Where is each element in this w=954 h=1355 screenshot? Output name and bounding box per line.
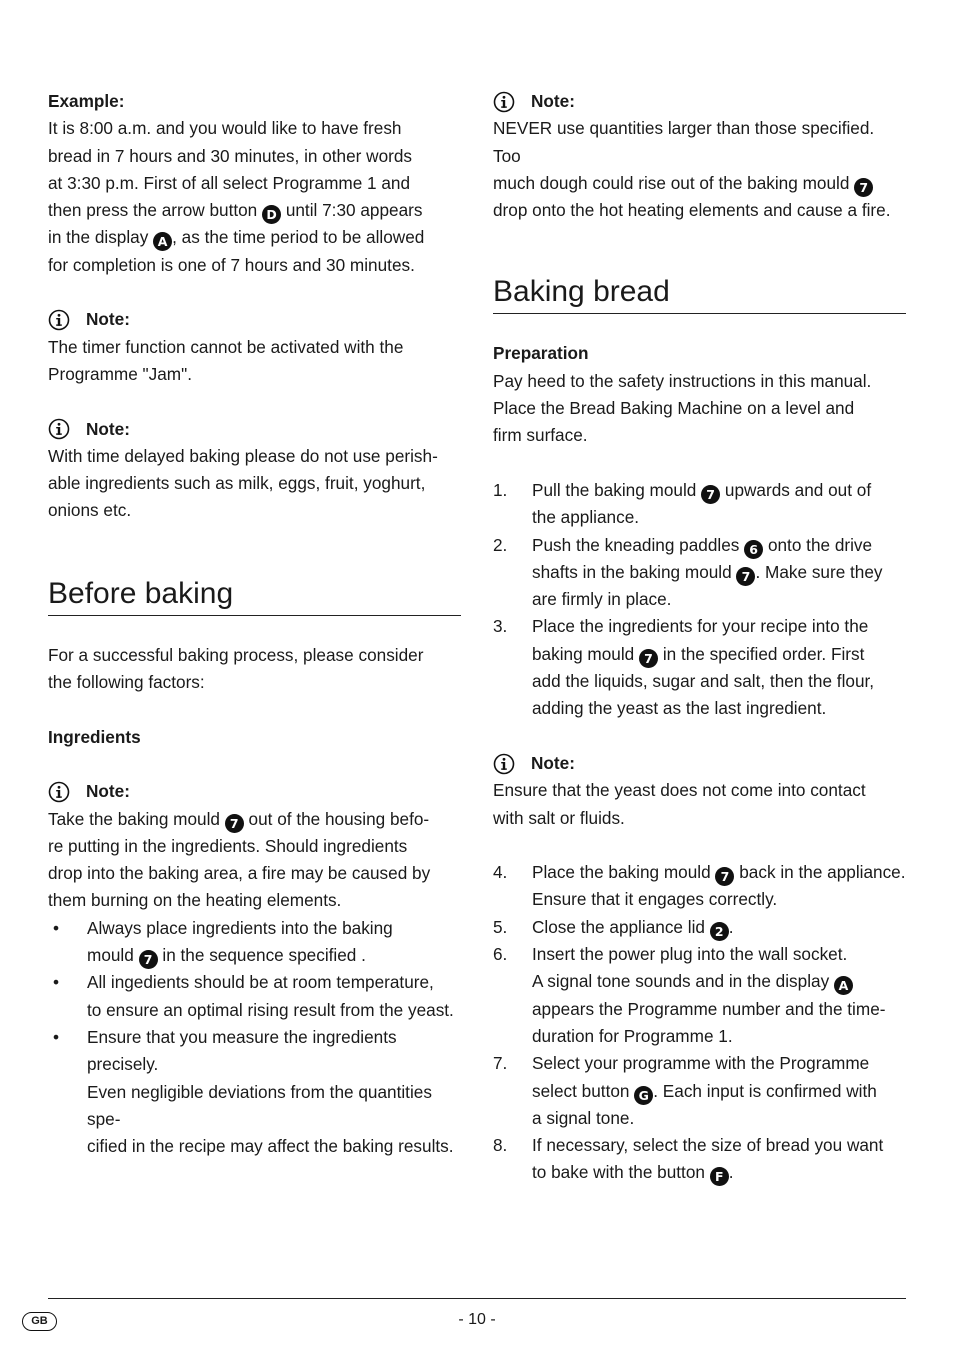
step-number: 6. xyxy=(493,944,508,965)
step-number: 5. xyxy=(493,916,508,937)
step-line: select button xyxy=(532,1080,630,1101)
step-line: Close the appliance lid xyxy=(532,916,705,937)
step-line: If necessary, select the size of bread you want xyxy=(532,1135,884,1156)
note-label: Note: xyxy=(86,418,130,439)
note-line: out of the housing befo- xyxy=(248,808,430,829)
step-line: Push the kneading paddles xyxy=(532,534,740,555)
list-item xyxy=(48,1024,461,1160)
example-line: then press the arrow button xyxy=(48,200,258,221)
marker-7-icon: 7 xyxy=(854,178,873,197)
note-line: NEVER use quantities larger than those specified. Too xyxy=(493,118,875,166)
example-line: in the display xyxy=(48,227,149,248)
list-item xyxy=(493,1050,906,1132)
marker-a-icon: A xyxy=(834,976,853,995)
bullet-line: cified in the recipe may affect the baking results. xyxy=(87,1136,454,1157)
example-line: at 3:30 p.m. First of all select Programme 1 and xyxy=(48,172,411,193)
list-item xyxy=(493,859,906,914)
bullet-line: Ensure that you measure the ingredients precisely. xyxy=(87,1026,397,1075)
bullet-line: mould xyxy=(87,945,134,966)
bullet-line: to ensure an optimal rising result from the yeast. xyxy=(87,999,454,1020)
note-line: With time delayed baking please do not use perish- xyxy=(48,445,438,466)
example-text xyxy=(48,115,461,279)
list-item xyxy=(48,915,461,970)
step-line: in the specified order. First xyxy=(662,643,865,664)
marker-g-icon: G xyxy=(634,1086,653,1105)
note-line: them burning on the heating elements. xyxy=(48,890,342,911)
prep-line: Pay heed to the safety instructions in this manual. xyxy=(493,370,872,391)
step-line: shafts in the baking mould xyxy=(532,561,732,582)
bullet: • xyxy=(53,1026,60,1047)
note-heading xyxy=(48,416,461,443)
page-number: - 10 - xyxy=(458,1311,496,1328)
ingredients-title: Ingredients xyxy=(48,726,141,747)
example-line: until 7:30 appears xyxy=(285,200,423,221)
note-text xyxy=(493,115,906,224)
step-line: to bake with the button xyxy=(532,1162,705,1183)
bullet: • xyxy=(53,972,60,993)
preparation-text xyxy=(493,368,906,450)
step-number: 8. xyxy=(493,1135,508,1156)
list-item xyxy=(493,941,906,1050)
intro-text xyxy=(48,642,461,697)
marker-7-icon: 7 xyxy=(225,814,244,833)
note-text xyxy=(48,334,461,389)
step-line: appears the Programme number and the time- xyxy=(532,998,886,1019)
note-heading xyxy=(493,88,906,115)
step-line: a signal tone. xyxy=(532,1107,635,1128)
preparation-title: Preparation xyxy=(493,343,589,364)
note-label: Note: xyxy=(86,309,130,330)
bullet-line: Always place ingredients into the baking xyxy=(87,917,393,938)
list-item xyxy=(493,477,906,532)
info-icon xyxy=(493,753,515,775)
note-text xyxy=(48,806,461,915)
prep-line: firm surface. xyxy=(493,425,588,446)
bullet: • xyxy=(53,917,60,938)
step-line: duration for Programme 1. xyxy=(532,1025,733,1046)
marker-7-icon: 7 xyxy=(639,649,658,668)
bullet-line: in the sequence specified . xyxy=(162,945,366,966)
step-line: Place the ingredients for your recipe into the xyxy=(532,616,869,637)
step-line: add the liquids, sugar and salt, then the flour, xyxy=(532,671,875,692)
info-icon xyxy=(48,309,70,331)
steps-list xyxy=(493,477,906,723)
note-line: The timer function cannot be activated with the xyxy=(48,336,404,357)
list-item xyxy=(493,914,906,941)
info-icon xyxy=(48,418,70,440)
note-line: much dough could rise out of the baking mould xyxy=(493,172,850,193)
footer-divider xyxy=(48,1298,906,1299)
note-heading xyxy=(48,306,461,333)
note-line: able ingredients such as milk, eggs, fruit, yoghurt, xyxy=(48,473,426,494)
step-number: 4. xyxy=(493,862,508,883)
note-line: drop onto the hot heating elements and cause a fire. xyxy=(493,200,891,221)
step-line: Insert the power plug into the wall socket. xyxy=(532,944,848,965)
bullet-line: Even negligible deviations from the quantities spe- xyxy=(87,1081,432,1129)
note-line: onions etc. xyxy=(48,500,132,521)
step-line: the appliance. xyxy=(532,507,640,528)
step-line: Ensure that it engages correctly. xyxy=(532,889,778,910)
step-line: . xyxy=(728,1162,734,1183)
step-line: . Make sure they xyxy=(755,561,883,582)
marker-7-icon: 7 xyxy=(139,950,158,969)
note-text xyxy=(493,777,906,832)
bullet-line: All ingedients should be at room temperature, xyxy=(87,972,434,993)
note-line: Programme "Jam". xyxy=(48,363,193,384)
example-line: for completion is one of 7 hours and 30 minutes. xyxy=(48,254,415,275)
step-number: 7. xyxy=(493,1053,508,1074)
step-line: onto the drive xyxy=(767,534,873,555)
step-line: baking mould xyxy=(532,643,635,664)
note-label: Note: xyxy=(86,781,130,802)
step-line: back in the appliance. xyxy=(739,862,906,883)
marker-2-icon: 2 xyxy=(710,922,729,941)
example-title: Example: xyxy=(48,91,125,111)
list-item xyxy=(493,613,906,722)
example-line: , as the time period to be allowed xyxy=(172,227,425,248)
country-badge: GB xyxy=(22,1312,57,1331)
marker-f-icon: F xyxy=(710,1167,729,1186)
note-line: drop into the baking area, a fire may be caused by xyxy=(48,863,431,884)
step-line: adding the yeast as the last ingredient. xyxy=(532,698,827,719)
prep-line: Place the Bread Baking Machine on a level and xyxy=(493,398,855,419)
list-item xyxy=(493,1132,906,1187)
list-item xyxy=(493,532,906,614)
info-icon xyxy=(493,91,515,113)
info-icon xyxy=(48,781,70,803)
example-line: bread in 7 hours and 30 minutes, in other words xyxy=(48,145,413,166)
note-label: Note: xyxy=(531,752,575,773)
step-line: Select your programme with the Programme xyxy=(532,1053,870,1074)
step-line: Place the baking mould xyxy=(532,862,711,883)
step-line: Pull the baking mould xyxy=(532,479,697,500)
left-column xyxy=(48,88,461,1160)
note-text xyxy=(48,443,461,525)
note-line: Take the baking mould xyxy=(48,808,220,829)
marker-7-icon: 7 xyxy=(736,567,755,586)
list-item xyxy=(48,969,461,1024)
note-heading xyxy=(48,778,461,805)
right-column xyxy=(493,88,906,1187)
intro-line: the following factors: xyxy=(48,672,205,693)
steps-list xyxy=(493,859,906,1187)
step-number: 1. xyxy=(493,479,508,500)
section-title-before-baking: Before baking xyxy=(48,575,461,616)
bullet-list xyxy=(48,915,461,1161)
intro-line: For a successful baking process, please consider xyxy=(48,644,424,665)
section-title-baking-bread: Baking bread xyxy=(493,273,906,314)
marker-d-icon: D xyxy=(262,205,281,224)
marker-a-icon: A xyxy=(153,232,172,251)
note-heading xyxy=(493,750,906,777)
step-line: . Each input is confirmed with xyxy=(653,1080,877,1101)
example-line: It is 8:00 a.m. and you would like to have fresh xyxy=(48,118,402,139)
step-line: . xyxy=(728,916,734,937)
note-line: with salt or fluids. xyxy=(493,807,625,828)
note-line: re putting in the ingredients. Should ingredients xyxy=(48,835,408,856)
marker-7-icon: 7 xyxy=(715,867,734,886)
step-number: 2. xyxy=(493,534,508,555)
step-line: are firmly in place. xyxy=(532,589,672,610)
marker-7-icon: 7 xyxy=(701,485,720,504)
note-label: Note: xyxy=(531,91,575,111)
step-number: 3. xyxy=(493,616,508,637)
note-line: Ensure that the yeast does not come into contact xyxy=(493,780,866,801)
step-line: A signal tone sounds and in the display xyxy=(532,971,830,992)
marker-6-icon: 6 xyxy=(744,540,763,559)
step-line: upwards and out of xyxy=(724,479,872,500)
